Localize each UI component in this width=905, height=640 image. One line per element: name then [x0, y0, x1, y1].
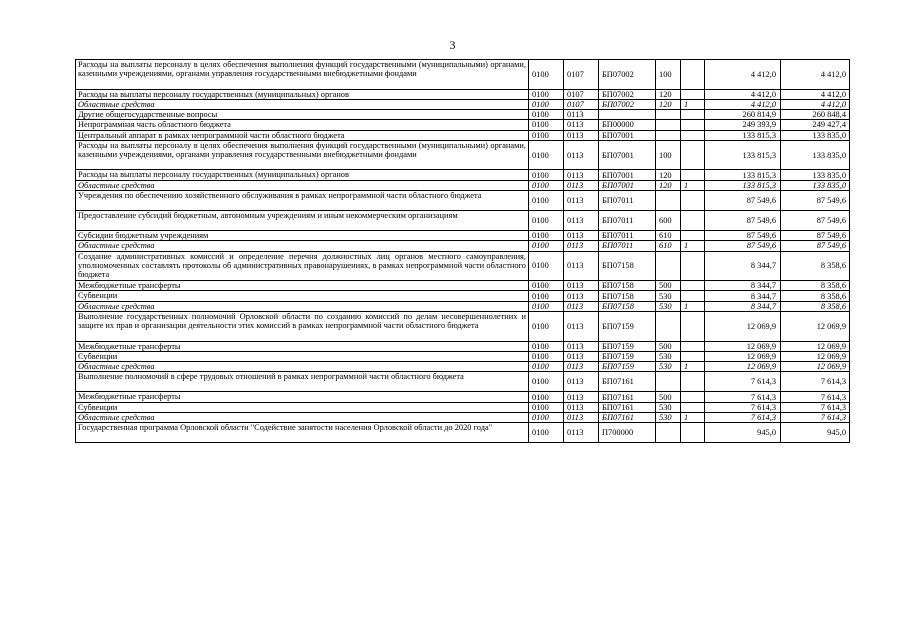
row-subsection-code: 0107 [564, 89, 599, 99]
row-amount-2: 87 549,6 [781, 241, 850, 251]
table-row [76, 60, 850, 90]
row-expense-type: 530 [656, 291, 681, 301]
row-amount-1: 945,0 [705, 423, 781, 443]
row-expense-type: 530 [656, 351, 681, 361]
row-expense-type: 120 [656, 89, 681, 99]
table-row [76, 211, 850, 231]
page-number: 3 [449, 38, 456, 52]
row-section-code: 0100 [529, 423, 564, 443]
row-target-article: БП07001 [599, 130, 656, 140]
row-subsection-code: 0113 [564, 120, 599, 130]
table-row [76, 341, 850, 351]
table-row [76, 110, 850, 120]
row-amount-1: 12 069,9 [705, 362, 781, 372]
row-expense-type: 600 [656, 211, 681, 231]
row-subsection-code: 0113 [564, 291, 599, 301]
row-expense-type: 500 [656, 281, 681, 291]
table-row [76, 99, 850, 109]
row-subsection-code: 0113 [564, 392, 599, 402]
row-name: Областные средства [76, 362, 529, 372]
row-expense-type: 610 [656, 231, 681, 241]
row-amount-2: 260 848,4 [781, 110, 850, 120]
row-name: Расходы на выплаты персоналу государственных (муниципальных) органов [76, 170, 529, 180]
row-name: Расходы на выплаты персоналу государственных (муниципальных) органов [76, 89, 529, 99]
table-row [76, 231, 850, 241]
row-amount-2: 8 358,6 [781, 251, 850, 281]
row-funding-source [681, 140, 705, 170]
row-name: Межбюджетные трансферты [76, 392, 529, 402]
row-subsection-code: 0113 [564, 312, 599, 342]
row-section-code: 0100 [529, 362, 564, 372]
row-funding-source [681, 351, 705, 361]
row-amount-1: 249 393,9 [705, 120, 781, 130]
row-funding-source [681, 291, 705, 301]
row-target-article: БП07161 [599, 402, 656, 412]
row-target-article: БП07002 [599, 89, 656, 99]
row-expense-type: 610 [656, 241, 681, 251]
row-amount-2: 4 412,0 [781, 60, 850, 90]
table-row [76, 351, 850, 361]
row-expense-type: 500 [656, 341, 681, 351]
row-name: Расходы на выплаты персоналу в целях обеспечения выполнения функций государственными (муниципальными) органами, казенными учреждениями, органами управления государственными внебюджетными фондами [76, 60, 529, 90]
row-amount-1: 8 344,7 [705, 281, 781, 291]
row-section-code: 0100 [529, 180, 564, 190]
row-amount-1: 133 815,3 [705, 140, 781, 170]
row-amount-2: 945,0 [781, 423, 850, 443]
row-amount-1: 8 344,7 [705, 251, 781, 281]
row-section-code: 0100 [529, 392, 564, 402]
row-funding-source [681, 402, 705, 412]
row-name: Предоставление субсидий бюджетным, автономным учреждениям и иным некоммерческим организациям [76, 211, 529, 231]
row-amount-1: 12 069,9 [705, 351, 781, 361]
table-body [76, 60, 850, 443]
row-name: Расходы на выплаты персоналу в целях обеспечения выполнения функций государственными (муниципальными) органами, казенными учреждениями, органами управления государственными внебюджетными фондами [76, 140, 529, 170]
row-target-article: БП07002 [599, 99, 656, 109]
row-subsection-code: 0113 [564, 281, 599, 291]
row-section-code: 0100 [529, 291, 564, 301]
row-funding-source [681, 170, 705, 180]
row-amount-1: 7 614,3 [705, 413, 781, 423]
row-section-code: 0100 [529, 231, 564, 241]
row-expense-type: 530 [656, 362, 681, 372]
row-funding-source [681, 89, 705, 99]
row-section-code: 0100 [529, 170, 564, 180]
row-section-code: 0100 [529, 89, 564, 99]
row-name: Областные средства [76, 180, 529, 190]
row-section-code: 0100 [529, 413, 564, 423]
row-target-article: П700000 [599, 423, 656, 443]
row-name: Центральный аппарат в рамках непрограммной части областного бюджета [76, 130, 529, 140]
row-amount-1: 87 549,6 [705, 231, 781, 241]
row-name: Областные средства [76, 99, 529, 109]
table-row [76, 301, 850, 311]
row-section-code: 0100 [529, 120, 564, 130]
row-amount-1: 133 815,3 [705, 180, 781, 190]
row-name: Межбюджетные трансферты [76, 281, 529, 291]
table-row [76, 130, 850, 140]
row-amount-1: 4 412,0 [705, 99, 781, 109]
row-amount-2: 7 614,3 [781, 413, 850, 423]
row-amount-2: 87 549,6 [781, 211, 850, 231]
row-subsection-code: 0113 [564, 341, 599, 351]
row-funding-source [681, 281, 705, 291]
row-subsection-code: 0113 [564, 180, 599, 190]
row-expense-type [656, 251, 681, 281]
row-name: Межбюджетные трансферты [76, 341, 529, 351]
row-section-code: 0100 [529, 281, 564, 291]
row-subsection-code: 0113 [564, 110, 599, 120]
row-name: Государственная программа Орловской области "Содействие занятости населения Орловской области до 2020 года" [76, 423, 529, 443]
row-amount-1: 7 614,3 [705, 392, 781, 402]
row-funding-source [681, 251, 705, 281]
row-section-code: 0100 [529, 372, 564, 392]
row-funding-source [681, 130, 705, 140]
budget-table [75, 59, 850, 443]
row-funding-source [681, 392, 705, 402]
row-amount-2: 87 549,6 [781, 231, 850, 241]
row-funding-source [681, 110, 705, 120]
row-amount-1: 4 412,0 [705, 60, 781, 90]
row-amount-1: 133 815,3 [705, 170, 781, 180]
row-subsection-code: 0113 [564, 372, 599, 392]
row-amount-2: 4 412,0 [781, 99, 850, 109]
row-target-article: БП07159 [599, 312, 656, 342]
table-row [76, 362, 850, 372]
row-amount-2: 133 835,0 [781, 170, 850, 180]
row-section-code: 0100 [529, 312, 564, 342]
row-expense-type: 500 [656, 392, 681, 402]
row-target-article: БП07159 [599, 362, 656, 372]
row-subsection-code: 0113 [564, 301, 599, 311]
row-subsection-code: 0113 [564, 251, 599, 281]
row-target-article: БП07159 [599, 341, 656, 351]
row-funding-source [681, 191, 705, 211]
table-row [76, 140, 850, 170]
row-subsection-code: 0113 [564, 170, 599, 180]
row-funding-source [681, 312, 705, 342]
row-amount-1: 7 614,3 [705, 372, 781, 392]
row-expense-type [656, 120, 681, 130]
row-amount-2: 12 069,9 [781, 362, 850, 372]
row-subsection-code: 0113 [564, 413, 599, 423]
row-target-article: БП07001 [599, 180, 656, 190]
table-row [76, 170, 850, 180]
row-name: Другие общегосударственные вопросы [76, 110, 529, 120]
row-amount-1: 8 344,7 [705, 301, 781, 311]
row-name: Субвенции [76, 291, 529, 301]
row-target-article: БП07158 [599, 291, 656, 301]
row-expense-type [656, 191, 681, 211]
row-target-article: БП07001 [599, 140, 656, 170]
row-amount-1: 260 814,9 [705, 110, 781, 120]
table-row [76, 251, 850, 281]
row-amount-1: 7 614,3 [705, 402, 781, 412]
row-expense-type: 120 [656, 99, 681, 109]
row-section-code: 0100 [529, 191, 564, 211]
table-row [76, 281, 850, 291]
row-amount-2: 8 358,6 [781, 281, 850, 291]
table-row [76, 241, 850, 251]
row-section-code: 0100 [529, 351, 564, 361]
row-section-code: 0100 [529, 402, 564, 412]
row-target-article: БП07161 [599, 392, 656, 402]
table-row [76, 180, 850, 190]
row-name: Учреждения по обеспечению хозяйственного обслуживания в рамках непрограммной части областного бюджета [76, 191, 529, 211]
row-funding-source: 1 [681, 180, 705, 190]
row-section-code: 0100 [529, 241, 564, 251]
row-target-article: БП07011 [599, 211, 656, 231]
row-subsection-code: 0113 [564, 130, 599, 140]
row-subsection-code: 0113 [564, 362, 599, 372]
row-target-article: БП07001 [599, 170, 656, 180]
row-amount-2: 7 614,3 [781, 372, 850, 392]
row-funding-source [681, 423, 705, 443]
row-target-article: БП07011 [599, 191, 656, 211]
row-expense-type [656, 110, 681, 120]
row-amount-2: 7 614,3 [781, 392, 850, 402]
row-amount-1: 133 815,3 [705, 130, 781, 140]
row-amount-2: 249 427,4 [781, 120, 850, 130]
row-subsection-code: 0113 [564, 351, 599, 361]
row-section-code: 0100 [529, 140, 564, 170]
row-amount-1: 87 549,6 [705, 191, 781, 211]
row-amount-1: 12 069,9 [705, 341, 781, 351]
row-subsection-code: 0113 [564, 402, 599, 412]
row-target-article: БП00000 [599, 120, 656, 130]
row-funding-source: 1 [681, 362, 705, 372]
row-subsection-code: 0113 [564, 423, 599, 443]
row-expense-type: 530 [656, 402, 681, 412]
table-row [76, 402, 850, 412]
row-target-article [599, 110, 656, 120]
row-target-article: БП07161 [599, 413, 656, 423]
row-section-code: 0100 [529, 110, 564, 120]
row-section-code: 0100 [529, 130, 564, 140]
row-amount-1: 87 549,6 [705, 241, 781, 251]
table-row [76, 423, 850, 443]
row-name: Областные средства [76, 413, 529, 423]
row-section-code: 0100 [529, 301, 564, 311]
table-row [76, 89, 850, 99]
row-subsection-code: 0113 [564, 140, 599, 170]
row-funding-source: 1 [681, 301, 705, 311]
row-amount-2: 133 835,0 [781, 140, 850, 170]
row-expense-type [656, 130, 681, 140]
row-expense-type: 100 [656, 60, 681, 90]
row-expense-type: 120 [656, 180, 681, 190]
table-row [76, 312, 850, 342]
row-amount-1: 4 412,0 [705, 89, 781, 99]
row-amount-1: 8 344,7 [705, 291, 781, 301]
row-funding-source: 1 [681, 241, 705, 251]
row-target-article: БП07158 [599, 251, 656, 281]
row-amount-1: 87 549,6 [705, 211, 781, 231]
row-amount-2: 133 835,0 [781, 130, 850, 140]
row-subsection-code: 0113 [564, 231, 599, 241]
row-name: Субсидии бюджетным учреждениям [76, 231, 529, 241]
row-subsection-code: 0113 [564, 241, 599, 251]
row-funding-source: 1 [681, 99, 705, 109]
row-section-code: 0100 [529, 341, 564, 351]
row-target-article: БП07011 [599, 231, 656, 241]
table-row [76, 120, 850, 130]
row-amount-1: 12 069,9 [705, 312, 781, 342]
row-target-article: БП07158 [599, 281, 656, 291]
row-subsection-code: 0107 [564, 99, 599, 109]
row-funding-source [681, 120, 705, 130]
table-row [76, 291, 850, 301]
row-amount-2: 4 412,0 [781, 89, 850, 99]
row-amount-2: 12 069,9 [781, 312, 850, 342]
table-row [76, 392, 850, 402]
row-expense-type: 100 [656, 140, 681, 170]
table-row [76, 413, 850, 423]
row-section-code: 0100 [529, 211, 564, 231]
row-name: Выполнение полномочий в сфере трудовых отношений в рамках непрограммной части областного бюджета [76, 372, 529, 392]
row-target-article: БП07161 [599, 372, 656, 392]
row-section-code: 0100 [529, 60, 564, 90]
row-expense-type: 530 [656, 413, 681, 423]
row-amount-2: 87 549,6 [781, 191, 850, 211]
row-expense-type: 530 [656, 301, 681, 311]
row-subsection-code: 0113 [564, 211, 599, 231]
row-amount-2: 8 358,6 [781, 291, 850, 301]
row-target-article: БП07011 [599, 241, 656, 251]
row-section-code: 0100 [529, 251, 564, 281]
row-name: Областные средства [76, 301, 529, 311]
row-amount-2: 8 358,6 [781, 301, 850, 311]
row-name: Областные средства [76, 241, 529, 251]
row-name: Непрограммная часть областного бюджета [76, 120, 529, 130]
row-amount-2: 133 835,0 [781, 180, 850, 190]
row-subsection-code: 0113 [564, 191, 599, 211]
row-target-article: БП07002 [599, 60, 656, 90]
row-name: Субвенции [76, 351, 529, 361]
table-row [76, 191, 850, 211]
row-amount-2: 12 069,9 [781, 341, 850, 351]
row-funding-source [681, 341, 705, 351]
row-funding-source [681, 211, 705, 231]
row-funding-source [681, 60, 705, 90]
row-expense-type [656, 312, 681, 342]
table-row [76, 372, 850, 392]
row-amount-2: 12 069,9 [781, 351, 850, 361]
row-funding-source: 1 [681, 413, 705, 423]
row-expense-type [656, 423, 681, 443]
row-target-article: БП07159 [599, 351, 656, 361]
row-funding-source [681, 372, 705, 392]
row-name: Субвенции [76, 402, 529, 412]
row-expense-type: 120 [656, 170, 681, 180]
row-name: Выполнение государственных полномочий Орловской области по созданию комиссий по делам несовершеннолетних и защите их прав и организации деятельности этих комиссий в рамках непрограммной части областного бюджета [76, 312, 529, 342]
row-section-code: 0100 [529, 99, 564, 109]
row-funding-source [681, 231, 705, 241]
row-target-article: БП07158 [599, 301, 656, 311]
row-expense-type [656, 372, 681, 392]
row-name: Создание административных комиссий и определение перечня должностных лиц органов местного самоуправления, уполномоченных составлять протоколы об административных правонарушениях, в рамках непрограммной части областного бюджета [76, 251, 529, 281]
row-subsection-code: 0107 [564, 60, 599, 90]
row-amount-2: 7 614,3 [781, 402, 850, 412]
